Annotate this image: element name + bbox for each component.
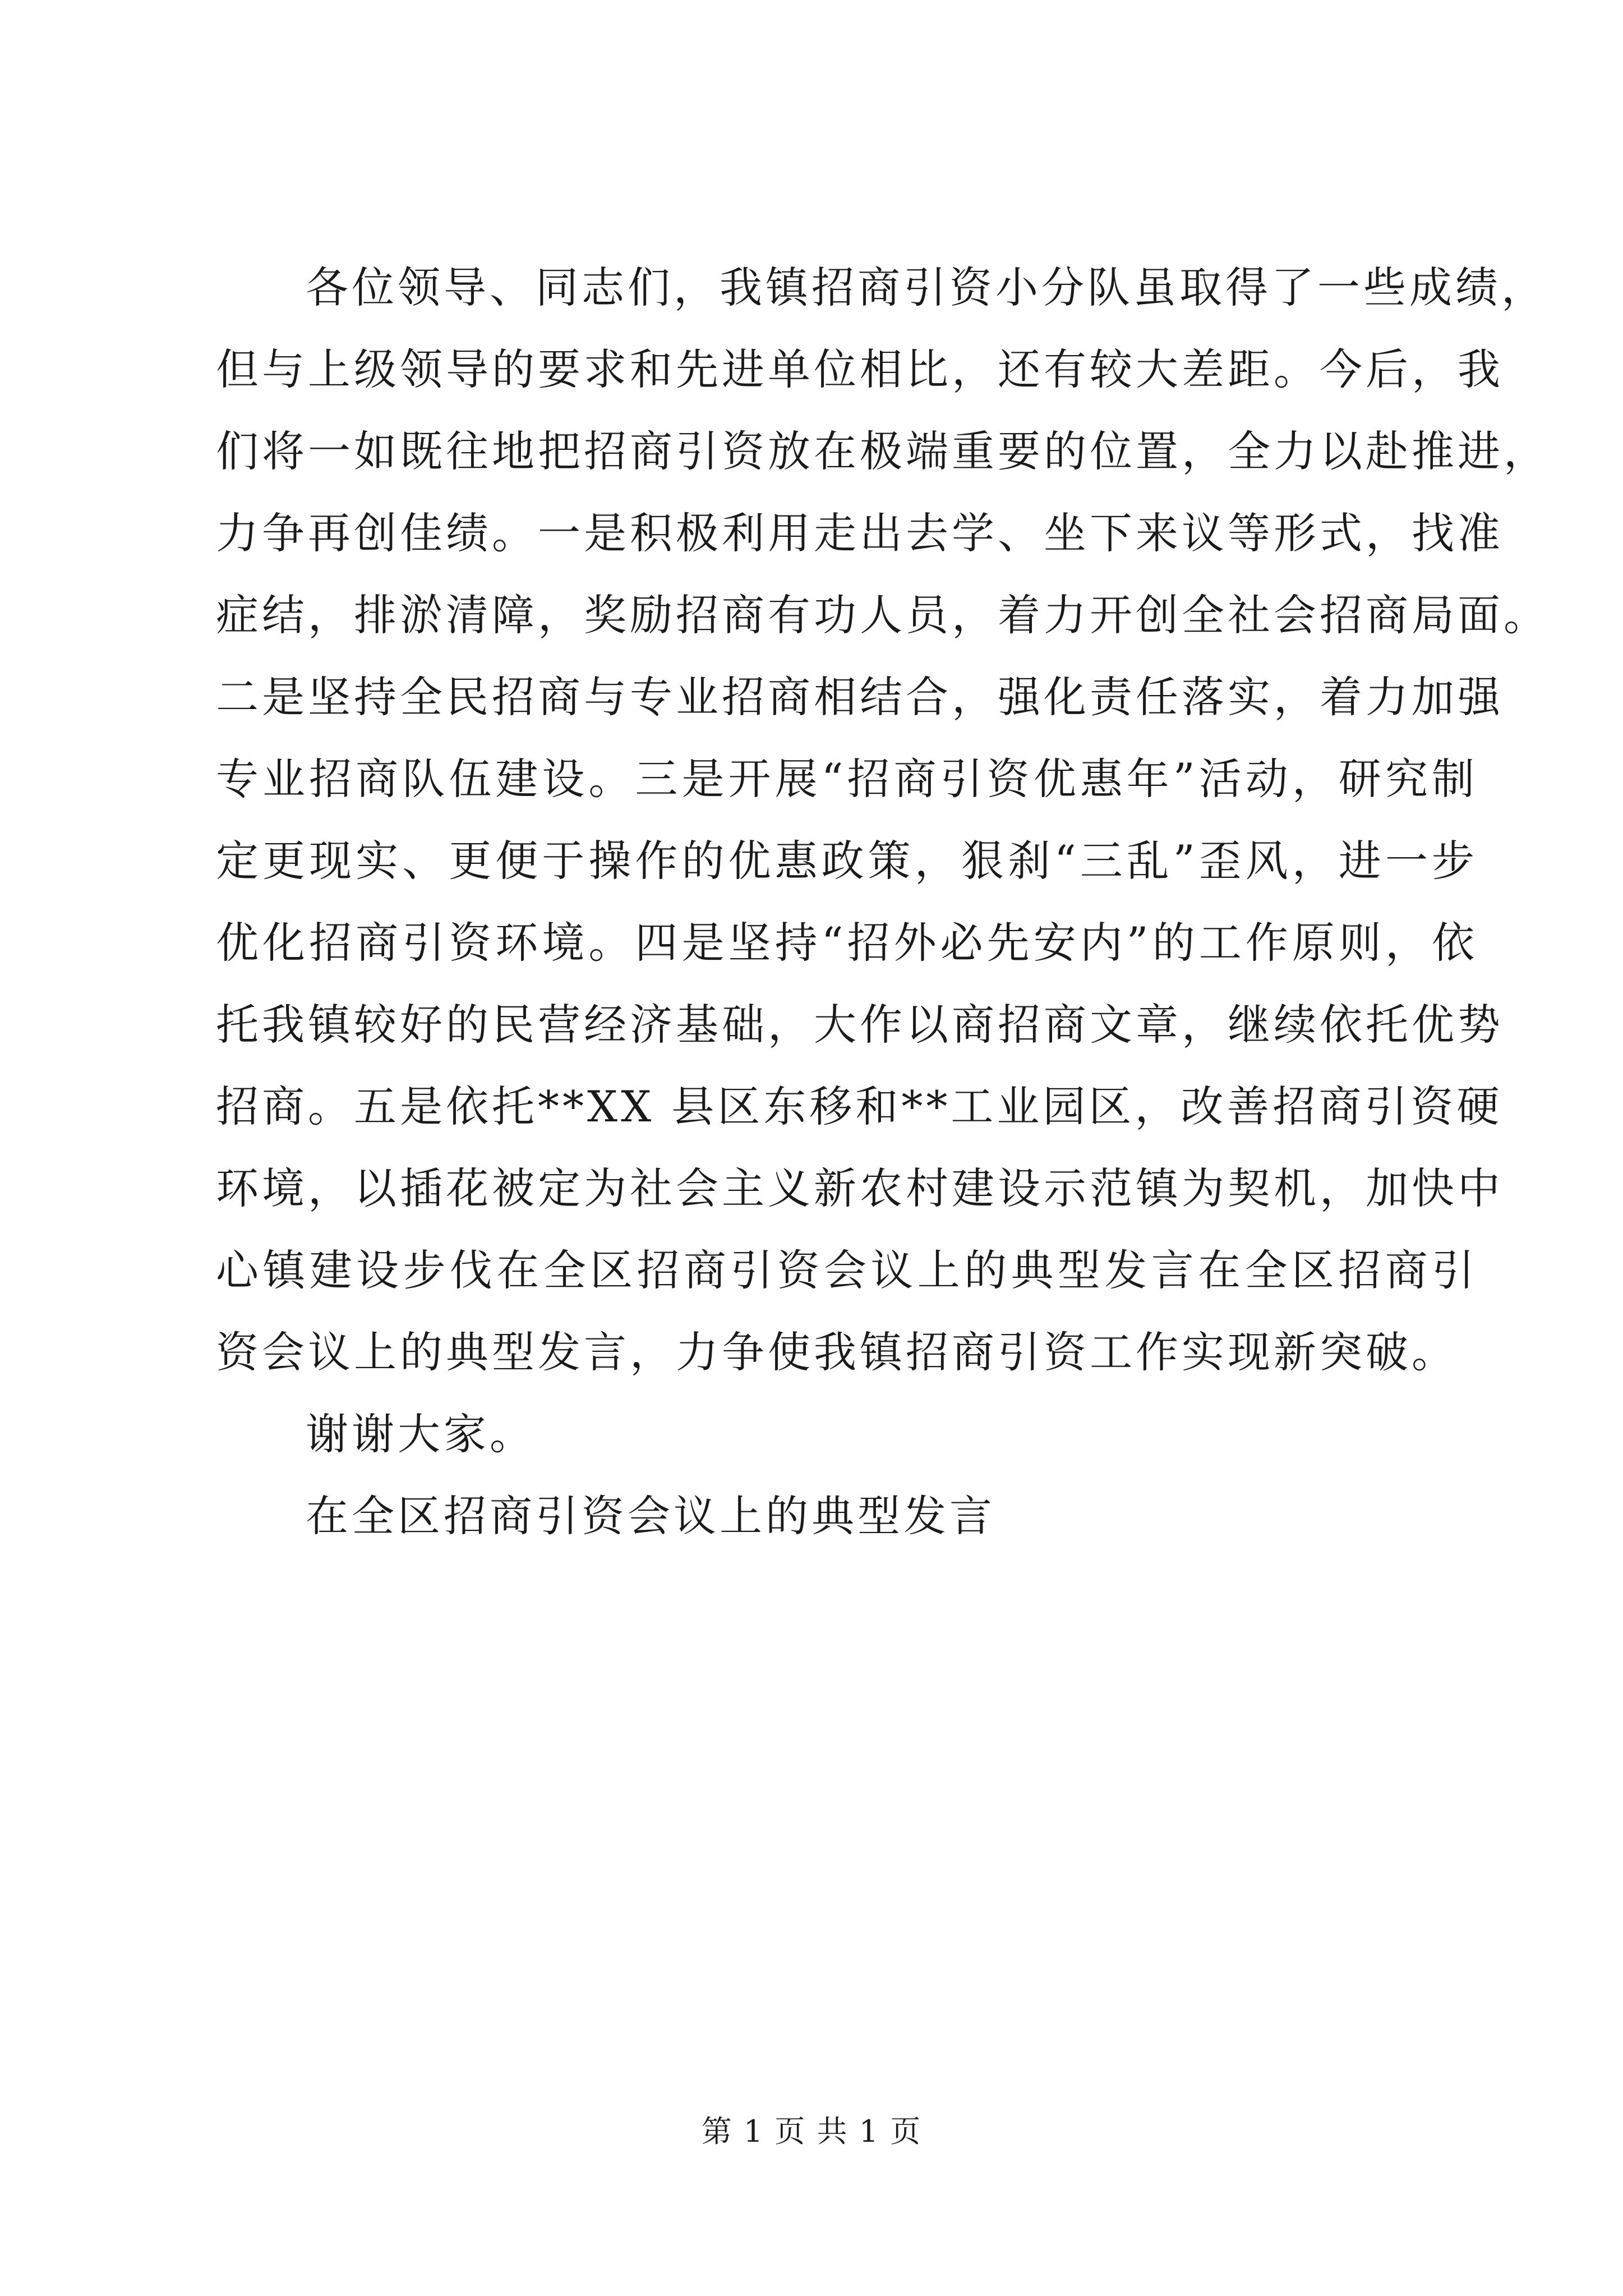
paragraph-line-2: 但与上级领导的要求和先进单位相比，还有较大差距。今后，我: [216, 344, 1504, 394]
closing-title: 在全区招商引资会议上的典型发言: [306, 1491, 995, 1541]
paragraph-line-6: 二是坚持全民招商与专业招商相结合，强化责任落实，着力加强: [216, 672, 1504, 722]
paragraph-line-9: 优化招商引资环境。四是坚持“招外必先安内”的工作原则，依: [216, 918, 1478, 968]
paragraph-line-8: 定更现实、更便于操作的优惠政策，狠刹“三乱”歪风，进一步: [216, 836, 1478, 886]
paragraph-line-1: 各位领导、同志们，我镇招商引资小分队虽取得了一些成绩，: [306, 263, 1547, 312]
paragraph-line-10: 托我镇较好的民营经济基础，大作以商招商文章，继续依托优势: [216, 1000, 1504, 1050]
paragraph-line-13: 心镇建设步伐在全区招商引资会议上的典型发言在全区招商引: [216, 1245, 1478, 1295]
paragraph-line-5: 症结，排淤清障，奖励招商有功人员，着力开创全社会招商局面。: [216, 590, 1550, 640]
thanks-line: 谢谢大家。: [306, 1409, 536, 1459]
paragraph-line-7: 专业招商队伍建设。三是开展“招商引资优惠年”活动，研究制: [216, 754, 1478, 804]
paragraph-line-3: 们将一如既往地把招商引资放在极端重要的位置，全力以赴推进，: [216, 426, 1550, 476]
paragraph-line-14: 资会议上的典型发言，力争使我镇招商引资工作实现新突破。: [216, 1327, 1458, 1377]
document-body: [216, 247, 1550, 1557]
paragraph-line-12: 环境，以插花被定为社会主义新农村建设示范镇为契机，加快中: [216, 1163, 1504, 1213]
paragraph-line-11: 招商。五是依托**XX 县区东移和**工业园区，改善招商引资硬: [216, 1082, 1503, 1131]
paragraph-line-4: 力争再创佳绩。一是积极利用走出去学、坐下来议等形式，找准: [216, 508, 1504, 558]
page-number-footer: 第 1 页 共 1 页: [701, 2114, 922, 2149]
